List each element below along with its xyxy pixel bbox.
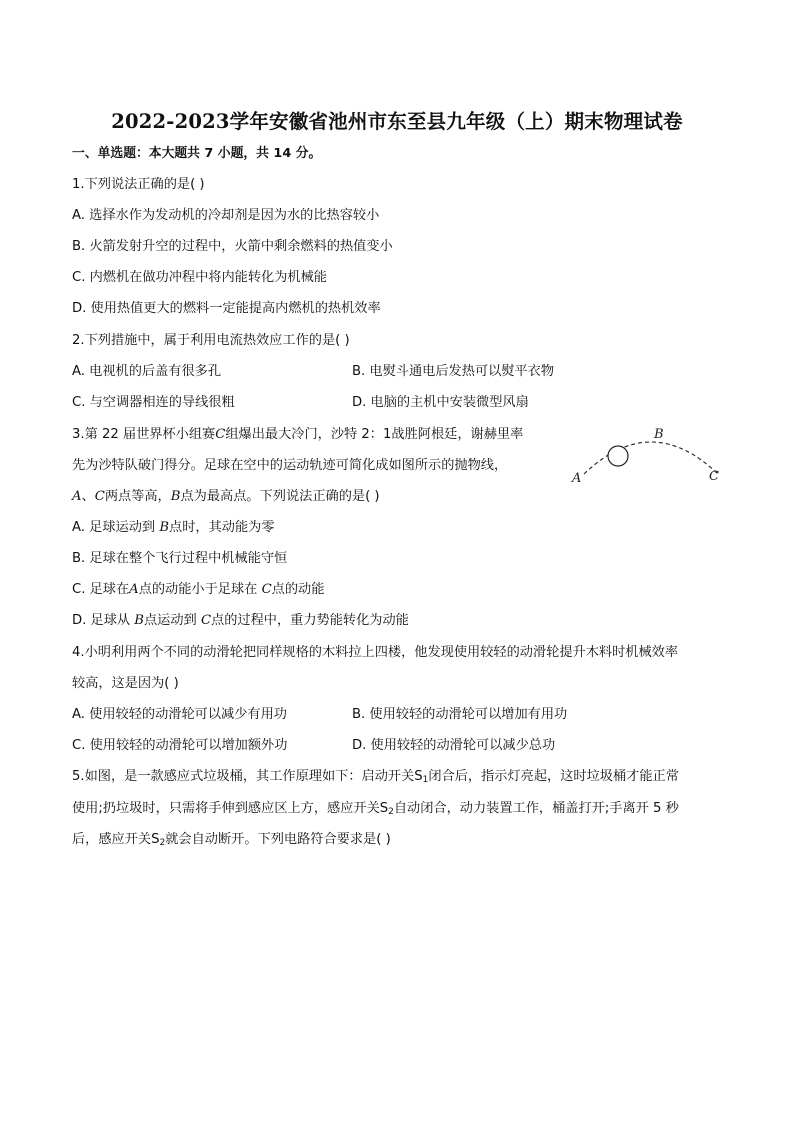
q5-subscript: 2 (159, 838, 166, 848)
q3-text: 3.第 22 届世界杯小组赛 (72, 427, 216, 442)
q5-text: 闭合后，指示灯亮起，这时垃圾桶才能正常 (428, 769, 679, 784)
q2-option-b: B. 电熨斗通电后发热可以熨平衣物 (352, 364, 555, 379)
q3-text: D. 足球从 (72, 613, 135, 628)
point-b-label: B (654, 427, 664, 442)
q4-stem-line1: 4.小明利用两个不同的动滑轮把同样规格的木料拉上四楼，他发现使用较轻的动滑轮提升木料时机械效率 (72, 645, 679, 660)
section-heading: 一、单选题：本大题共 7 小题，共 14 分。 (72, 146, 322, 161)
q3-text: 组爆出最大冷门，沙特 2：1战胜阿根廷，谢赫里率 (225, 427, 524, 442)
q5-text: 后，感应开关S (72, 832, 160, 847)
q1-option-a: A. 选择水作为发动机的冷却剂是因为水的比热容较小 (72, 208, 380, 223)
point-a-label: A (572, 471, 582, 486)
trajectory-figure (566, 424, 726, 492)
q3-stem-line1 (72, 426, 523, 444)
q4-option-c: C. 使用较轻的动滑轮可以增加额外功 (72, 738, 288, 753)
q1-option-c: C. 内燃机在做功冲程中将内能转化为机械能 (72, 270, 327, 285)
q5-stem-line1 (72, 768, 679, 786)
q3-text: 两点等高， (104, 489, 171, 504)
exam-title: 2022-2023学年安徽省池州市东至县九年级（上）期末物理试卷 (111, 110, 683, 133)
q3-text: A. 足球运动到 (72, 520, 160, 535)
q3-var: B (159, 520, 170, 535)
q3-stem-line3 (72, 488, 380, 506)
q5-text: 使用;扔垃圾时，只需将手伸到感应区上方，感应开关S (72, 801, 389, 816)
trajectory-svg (566, 424, 726, 488)
q3-var: A (129, 582, 139, 597)
q3-text: 点为最高点。下列说法正确的是( ) (180, 489, 380, 504)
q1-option-d: D. 使用热值更大的燃料一定能提高内燃机的热机效率 (72, 301, 381, 316)
q3-var: C (215, 427, 226, 442)
q3-var: C (94, 489, 105, 504)
q3-var: B (134, 613, 144, 628)
trajectory-path (584, 442, 718, 474)
q3-text: 、 (81, 489, 95, 504)
q5-subscript: 1 (422, 775, 429, 785)
q1-stem: 1.下列说法正确的是( ) (72, 177, 205, 192)
q5-stem-line3 (72, 831, 391, 849)
q4-option-a: A. 使用较轻的动滑轮可以减少有用功 (72, 707, 287, 722)
q5-text: 自动闭合，动力装置工作，桶盖打开;手离开 5 秒 (393, 801, 679, 816)
q3-text: 点运动到 (144, 613, 201, 628)
q3-text: 点的动能 (271, 582, 325, 597)
q2-option-c: C. 与空调器相连的导线很粗 (72, 395, 235, 410)
q5-subscript: 2 (388, 807, 394, 817)
q3-text: 点的动能小于足球在 (138, 582, 262, 597)
q2-stem: 2.下列措施中，属于利用电流热效应工作的是( ) (72, 333, 350, 348)
q3-text: C. 足球在 (72, 582, 130, 597)
q3-var: B (170, 489, 181, 504)
q3-text: 点的过程中，重力势能转化为动能 (211, 613, 409, 628)
q5-text: 就会自动断开。下列电路符合要求是( ) (165, 832, 391, 847)
q5-text: 5.如图，是一款感应式垃圾桶，其工作原理如下：启动开关S (72, 769, 423, 784)
q2-option-d: D. 电脑的主机中安装微型风扇 (352, 395, 529, 410)
point-c-label: C (709, 469, 719, 484)
q3-text: 点时，其动能为零 (169, 520, 275, 535)
q3-option-a (72, 519, 275, 537)
q4-option-d: D. 使用较轻的动滑轮可以减少总功 (352, 738, 556, 753)
q3-option-d (72, 612, 409, 630)
q3-var: C (200, 613, 212, 628)
q2-option-a: A. 电视机的后盖有很多孔 (72, 364, 222, 379)
q1-option-b: B. 火箭发射升空的过程中，火箭中剩余燃料的热值变小 (72, 239, 393, 254)
q5-stem-line2 (72, 800, 679, 818)
q3-var: C (261, 582, 272, 597)
q3-option-c (72, 581, 324, 599)
football-ball (608, 446, 628, 466)
q4-option-b: B. 使用较轻的动滑轮可以增加有用功 (352, 707, 568, 722)
q3-var: A (72, 489, 82, 504)
q3-stem-line2: 先为沙特队破门得分。足球在空中的运动轨迹可简化成如图所示的抛物线， (72, 458, 508, 473)
q4-stem-line2: 较高，这是因为( ) (72, 676, 179, 691)
q3-option-b: B. 足球在整个飞行过程中机械能守恒 (72, 551, 288, 566)
